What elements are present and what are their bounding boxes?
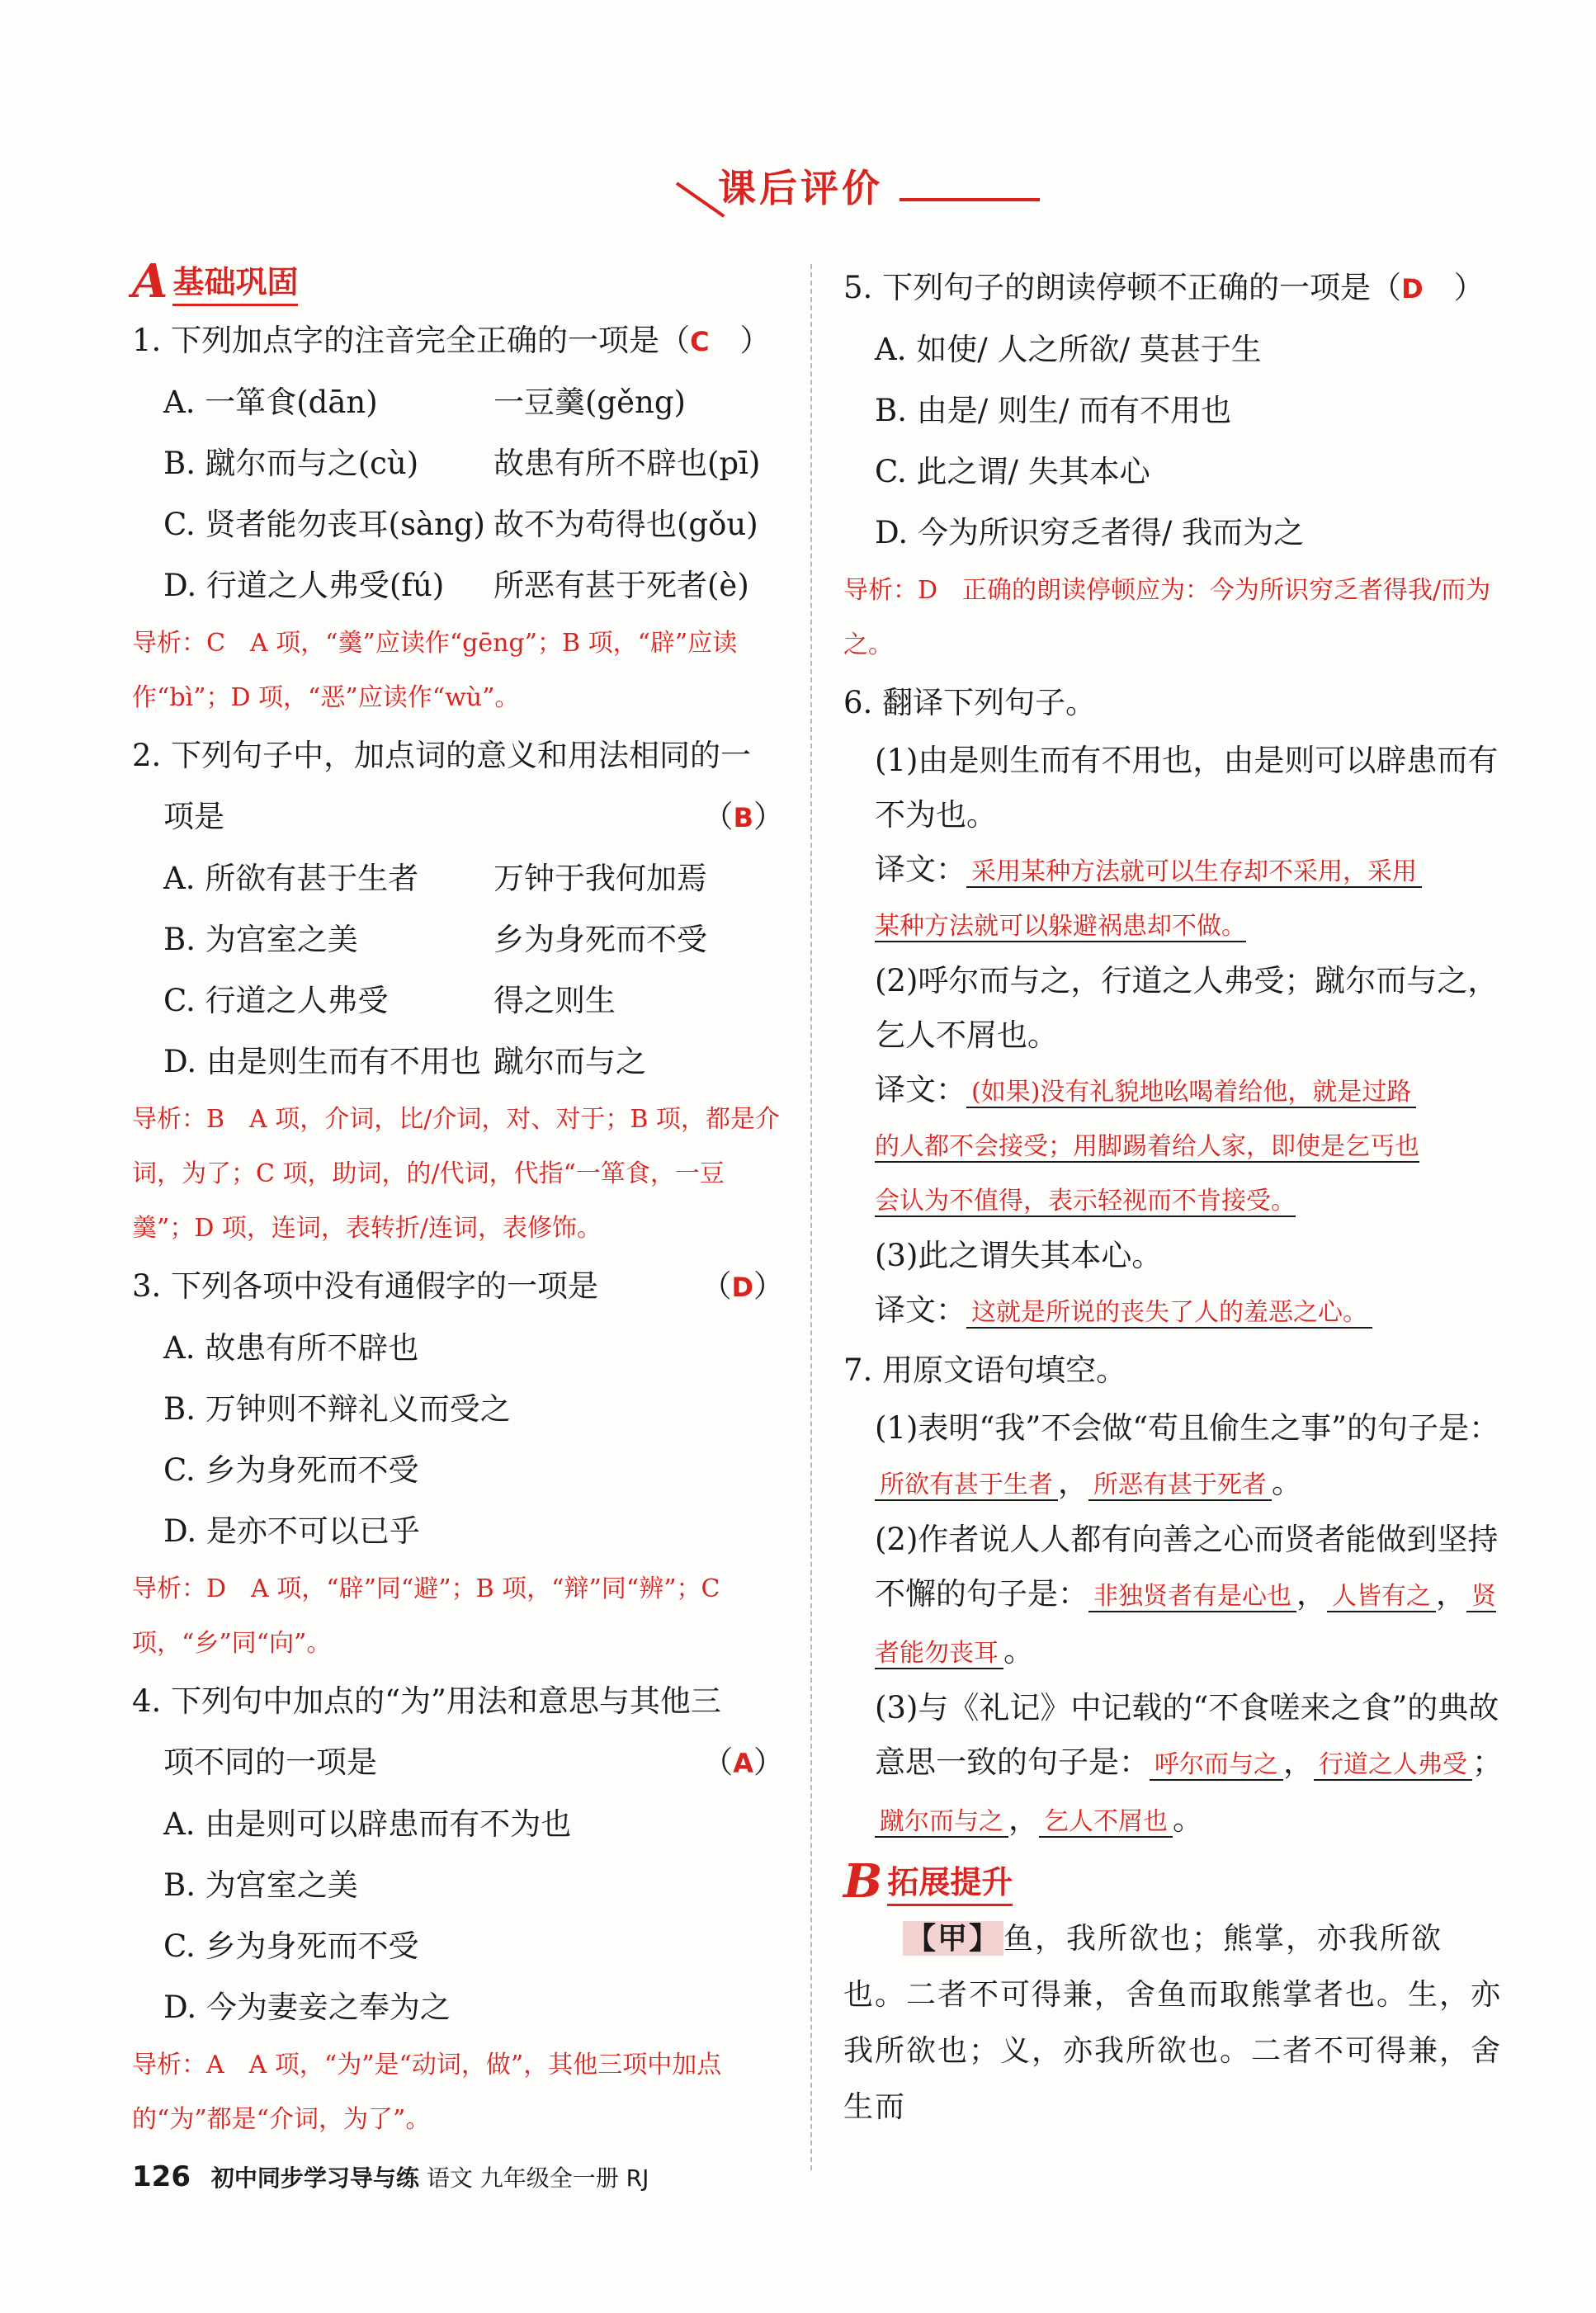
q7-part-1: (1)表明“我”不会做“苟且偷生之事”的句子是：所欲有甚于生者 ， 所恶有甚于死者 。 [875, 1410, 1500, 1500]
question-6: 6. 翻译下列句子。 [843, 685, 1097, 720]
q4-option: A. 由是则可以辟患而有不为也 [163, 1806, 572, 1842]
page-header [660, 158, 1040, 216]
section-b-heading [843, 1854, 1504, 1909]
q5-option: A. 如使/ 人之所欲/ 莫甚于生 [875, 332, 1262, 367]
q2-stem: 2. 下列句子中，加点词的意义和用法相同的一 [132, 738, 752, 773]
section-a-heading [132, 254, 784, 309]
q6-translation-1-cont: 某种方法就可以躲避祸患却不做。 [875, 912, 1246, 941]
page-footer [132, 2160, 649, 2193]
section-a-label: 基础巩固 [172, 257, 298, 306]
q1-option-row: C. 贤者能勿丧耳(sàng) 故不为苟得也(gǒu) [163, 507, 758, 542]
q2-option-row: B. 为宫室之美 乡为身死而不受 [163, 922, 707, 957]
passage-tag: 【甲】 [903, 1921, 1003, 1956]
q7-part-3: (3)与《礼记》中记载的“不食嗟来之食”的典故意思一致的句子是： 呼尔而与之 ， 行道之人弗受 ；蹴尔而与之 ， 乞人不屑也 。 [875, 1690, 1503, 1837]
q4-guide: 导析：A A 项，“为”是“动词，做”，其他三项中加点的“为”都是“介词，为了”。 [132, 2051, 722, 2134]
book-info: 语文 九年级全一册 RJ [426, 2164, 649, 2192]
book-title: 初中同步学习导与练 [210, 2164, 419, 2192]
question-4: 4. 下列句中加点的“为”用法和意思与其他三 项不同的一项是 （A） [132, 1671, 784, 1794]
q4-option: D. 今为妻妾之奉为之 [163, 1990, 451, 2025]
section-b-label: 拓展提升 [887, 1857, 1013, 1906]
question-3: 3. 下列各项中没有通假字的一项是 （D） [132, 1256, 784, 1318]
title-underline [900, 198, 1040, 201]
q3-answer: D [731, 1272, 753, 1303]
question-5: 5. 下列句子的朗读停顿不正确的一项是（D ） [843, 270, 1485, 305]
q3-guide: 导析：D A 项，“辟”同“避”；B 项，“辩”同“辨”；C 项，“乡”同“向”。 [132, 1574, 720, 1658]
q1-stem: 1. 下列加点字的注音完全正确的一项是（ [132, 323, 691, 358]
q2-option-row: D. 由是则生而有不用也 蹴尔而与之 [163, 1044, 646, 1079]
q2-option-row: C. 行道之人弗受 得之则生 [163, 983, 616, 1018]
q1-guide: 导析：C A 项，“羹”应读作“gēng”；B 项，“辟”应读作“bì”；D 项，“恶”应读作“wù”。 [132, 629, 738, 712]
q6-translation-2-cont: 的人都不会接受；用脚踢着给人家，即使是乞丐也 [875, 1132, 1419, 1161]
q4-option: C. 乡为身死而不受 [163, 1928, 419, 1964]
q1-option-row: A. 一箪食(dān) 一豆羹(gěng) [163, 385, 686, 420]
q3-stem: 3. 下列各项中没有通假字的一项是 [132, 1268, 599, 1304]
page-number: 126 [132, 2160, 191, 2193]
q2-guide: 导析：B A 项，介词，比/介词，对、对于；B 项，都是介词，为了；C 项，助词，的/代词，代指“一箪食，一豆羹”；D 项，连词，表转折/连词，表修饰。 [132, 1105, 780, 1243]
q6-sentence-1: (1)由是则生而有不用也，由是则可以辟患而有不为也。 [875, 743, 1499, 833]
q6-translation-1: 译文： 采用某种方法就可以生存却不采用，采用 [843, 843, 1504, 899]
q1-option-row: D. 行道之人弗受(fú) 所恶有甚于死者(è) [163, 568, 749, 603]
q5-option: C. 此之谓/ 失其本心 [875, 454, 1150, 489]
q6-translation-3: 译文： 这就是所说的丧失了人的羞恶之心。 [843, 1283, 1504, 1340]
question-1: 1. 下列加点字的注音完全正确的一项是（C ） [132, 323, 771, 358]
q4-answer: A [733, 1748, 753, 1779]
column-divider [810, 264, 812, 2170]
q6-translation-2-cont: 会认为不值得，表示轻视而不肯接受。 [875, 1187, 1296, 1216]
extension-passage: 【甲】 鱼，我所欲也；熊掌，亦我所欲也。二者不可得兼，舍鱼而取熊掌者也。生，亦我所欲也；义，亦我所欲也。二者不可得兼，舍生而 [843, 1921, 1503, 2124]
question-7: 7. 用原文语句填空。 [843, 1352, 1127, 1388]
q1-option-row: B. 蹴尔而与之(cù) 故患有所不辟也(pī) [163, 446, 761, 481]
right-column [843, 257, 1504, 2136]
question-2: 2. 下列句子中，加点词的意义和用法相同的一 项是 （B） [132, 725, 784, 848]
q6-sentence-2: (2)呼尔而与之，行道之人弗受；蹴尔而与之，乞人不屑也。 [875, 963, 1499, 1053]
q3-option: A. 故患有所不辟也 [163, 1330, 419, 1366]
q3-option: B. 万钟则不辩礼义而受之 [163, 1391, 511, 1427]
q2-answer: B [733, 802, 753, 833]
q6-sentence-3: (3)此之谓失其本心。 [875, 1238, 1163, 1273]
section-a-letter: A [132, 254, 168, 309]
q5-stem: 5. 下列句子的朗读停顿不正确的一项是（ [843, 270, 1402, 305]
q7-part-2: (2)作者说人人都有向善之心而贤者能做到坚持不懈的句子是： 非独贤者有是心也 ， 人皆有之 ， 贤者能勿丧耳 。 [875, 1522, 1499, 1669]
q6-translation-2: 译文： (如果)没有礼貌地吆喝着给他，就是过路 [843, 1063, 1504, 1120]
q5-guide: 导析：D 正确的朗读停顿应为：今为所识穷乏者得我/而为之。 [843, 576, 1491, 659]
q5-option: B. 由是/ 则生/ 而有不用也 [875, 393, 1232, 428]
page-title: 课后评价 [718, 166, 883, 210]
q4-option: B. 为宫室之美 [163, 1867, 358, 1903]
q5-option: D. 今为所识穷乏者得/ 我而为之 [875, 515, 1305, 550]
section-b-letter: B [843, 1854, 883, 1909]
left-column [132, 254, 784, 2147]
q3-option: D. 是亦不可以已乎 [163, 1513, 420, 1549]
q1-answer: C [690, 326, 710, 357]
q2-option-row: A. 所欲有甚于生者 万钟于我何加焉 [163, 861, 707, 896]
q4-stem: 4. 下列句中加点的“为”用法和意思与其他三 [132, 1683, 721, 1719]
q5-answer: D [1401, 273, 1424, 304]
q3-option: C. 乡为身死而不受 [163, 1452, 419, 1488]
